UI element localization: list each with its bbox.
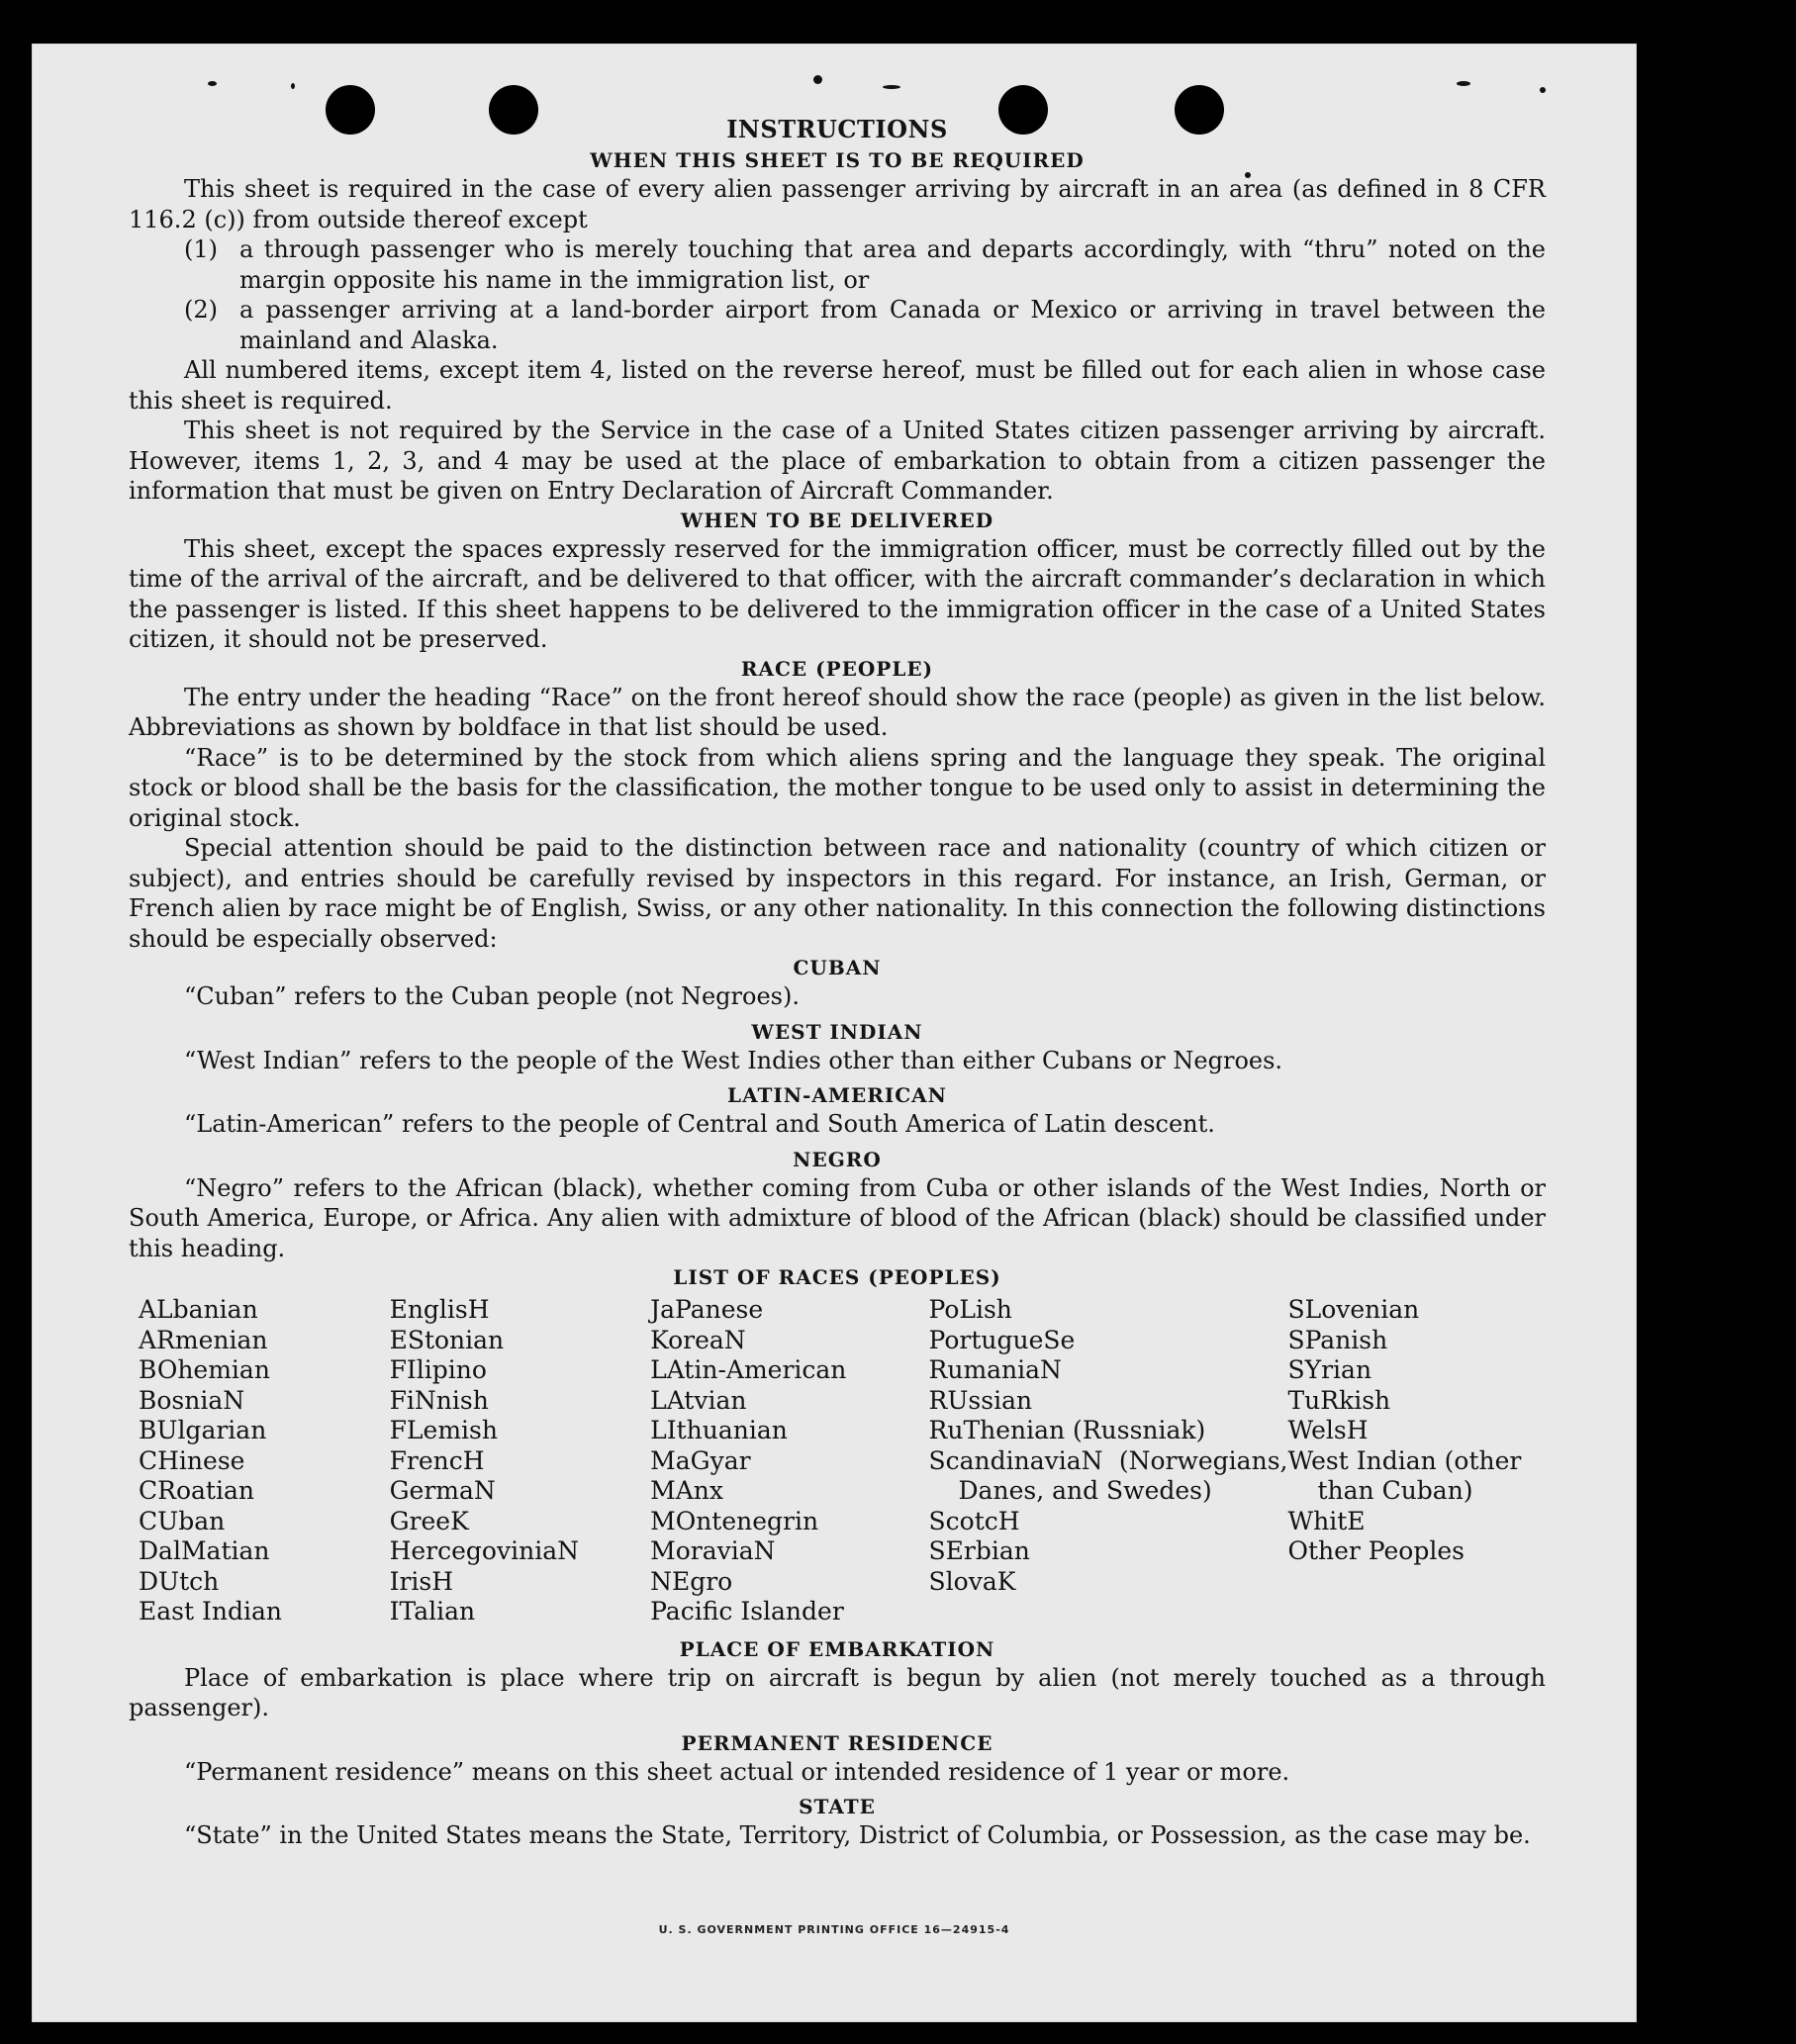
scan-speck [291, 83, 295, 89]
race-entry: West Indian (other than Cuban) [1287, 1445, 1522, 1505]
paragraph: This sheet, except the spaces expressly reserved for the immigration officer, must be correctly filled out by the time of the arrival of the aircraft, and be delivered to that officer, with the aircraft commander’s declaration in which the passenger is listed. If this sheet happens to be delivered to the immigration officer in the case of a United States citizen, it should not be preserved. [129, 534, 1546, 653]
race-entry: RUssian [928, 1385, 1033, 1415]
section-heading-latin-american: LATIN-AMERICAN [727, 1083, 947, 1107]
race-entry: ScotcH [928, 1506, 1020, 1535]
race-entry: SlovaK [928, 1566, 1016, 1596]
race-entry: LAtvian [650, 1385, 747, 1415]
race-entry: CRoatian [139, 1476, 254, 1505]
race-entry: FIlipino [389, 1355, 487, 1384]
paragraph: Special attention should be paid to the distinction between race and nationality (country of which citizen or subject), and entries should be carefully revised by inspectors in this regard. For instance, an Irish, German, or French alien by race might be of English, Swiss, or any other nationality. In this connection the following distinctions should be especially observed: [129, 834, 1546, 953]
race-entry: TuRkish [1287, 1385, 1391, 1415]
race-entry: NEgro [650, 1566, 733, 1596]
race-entry: FiNnish [389, 1385, 489, 1415]
race-entry: RumaniaN [928, 1355, 1062, 1384]
race-entry: East Indian [139, 1597, 282, 1626]
race-entry: IrisH [389, 1566, 454, 1596]
paragraph: Place of embarkation is place where trip on aircraft is begun by alien (not merely touched as a through passenger). [129, 1663, 1546, 1721]
printer-imprint: U. S. GOVERNMENT PRINTING OFFICE 16—24915-4 [658, 1923, 1010, 1936]
race-entry: Other Peoples [1287, 1536, 1465, 1565]
paragraph: “West Indian” refers to the people of the West Indies other than either Cubans or Negroes. [184, 1046, 1283, 1074]
race-entry: BUlgarian [139, 1416, 267, 1444]
race-entry: BOhemian [139, 1355, 270, 1384]
race-entry: DalMatian [139, 1536, 270, 1565]
race-entry: SErbian [928, 1536, 1030, 1565]
races-column [929, 1295, 1288, 1627]
paragraph: “Latin-American” refers to the people of Central and South America of Latin descent. [184, 1110, 1215, 1138]
race-entry: ALbanian [139, 1295, 258, 1324]
race-entry: KoreaN [650, 1325, 746, 1354]
race-entry: FLemish [389, 1416, 498, 1444]
race-entry: PortugueSe [928, 1325, 1076, 1354]
race-entry: DUtch [139, 1566, 220, 1596]
race-entry: HercegoviniaN [389, 1536, 579, 1565]
section-heading-embarkation: PLACE OF EMBARKATION [679, 1636, 995, 1661]
item-number: (1) [184, 235, 218, 263]
section-heading-state: STATE [799, 1795, 876, 1818]
paragraph: “Cuban” refers to the Cuban people (not Negroes). [184, 982, 800, 1010]
race-entry: JaPanese [650, 1295, 764, 1324]
race-entry: EStonian [389, 1325, 505, 1354]
scan-speck [883, 85, 900, 89]
race-entry: MoraviaN [650, 1536, 776, 1565]
list-item [184, 295, 1546, 355]
section-heading-race: RACE (PEOPLE) [740, 656, 934, 681]
scan-speck [208, 81, 217, 86]
race-entry: GermaN [389, 1476, 496, 1505]
section-heading-delivered: WHEN TO BE DELIVERED [680, 508, 994, 532]
race-entry: MOntenegrin [650, 1506, 819, 1535]
race-entry: CHinese [139, 1445, 245, 1475]
race-entry: ScandinaviaN (Norwegians, Danes, and Swedes) [928, 1445, 1288, 1505]
scan-speck [813, 75, 822, 84]
instructions-body [129, 115, 1546, 1851]
race-entry: MAnx [650, 1476, 723, 1505]
race-entry: WelsH [1287, 1416, 1369, 1444]
race-entry: PoLish [928, 1295, 1012, 1324]
race-entry: FrencH [389, 1445, 485, 1475]
section-heading-residence: PERMANENT RESIDENCE [681, 1730, 993, 1755]
race-entry: SPanish [1287, 1325, 1388, 1354]
race-entry: BosniaN [139, 1385, 245, 1415]
item-text: a through passenger who is merely touching that area and departs accordingly, with “thru” noted on the margin opposite his name in the immigration list, or [239, 235, 1546, 294]
scan-speck [1457, 81, 1470, 86]
paragraph: All numbered items, except item 4, listed on the reverse hereof, must be filled out for each alien in whose case this sheet is required. [129, 356, 1546, 415]
item-text: a passenger arriving at a land-border airport from Canada or Mexico or arriving in travel between the mainland and Alaska. [239, 296, 1546, 354]
race-entry: ARmenian [139, 1325, 268, 1354]
section-heading-negro: NEGRO [793, 1147, 882, 1171]
paragraph: “Race” is to be determined by the stock from which aliens spring and the language they speak. The original stock or blood shall be the basis for the classification, the mother tongue to be used only to assist in determining the original stock. [129, 743, 1546, 832]
page-title: INSTRUCTIONS [726, 115, 948, 143]
race-entry: ITalian [389, 1597, 476, 1626]
paragraph: This sheet is not required by the Service in the case of a United States citizen passenger arriving by aircraft. However, items 1, 2, 3, and 4 may be used at the place of embarkation to obtain from a citizen passenger the information that must be given on Entry Declaration of Aircraft Commander. [129, 417, 1546, 505]
race-entry: LIthuanian [650, 1416, 788, 1444]
race-entry: LAtin-American [650, 1355, 847, 1384]
paragraph: “State” in the United States means the State, Territory, District of Columbia, or Possession, as the case may be. [184, 1821, 1531, 1849]
paragraph: “Permanent residence” means on this sheet actual or intended residence of 1 year or more. [184, 1757, 1290, 1786]
race-entry: GreeK [389, 1506, 469, 1535]
races-column [390, 1295, 651, 1627]
document-page [32, 44, 1637, 2022]
races-column [1287, 1295, 1546, 1627]
race-entry: MaGyar [650, 1445, 751, 1475]
paragraph: This sheet is required in the case of every alien passenger arriving by aircraft in an area (as defined in 8 CFR 116.2 (c)) from outside thereof except [129, 175, 1546, 233]
races-column [650, 1295, 928, 1627]
race-entry: Pacific Islander [650, 1597, 844, 1626]
race-entry: RuThenian (Russniak) [928, 1416, 1206, 1444]
race-entry: SLovenian [1287, 1295, 1420, 1324]
list-item [184, 234, 1546, 295]
item-number: (2) [184, 296, 218, 324]
paragraph: The entry under the heading “Race” on the front hereof should show the race (people) as given in the list below. Abbreviations as shown by boldface in that list should be used. [129, 683, 1546, 741]
races-column [139, 1295, 390, 1627]
races-list [139, 1295, 1546, 1627]
section-heading-required: WHEN THIS SHEET IS TO BE REQUIRED [590, 148, 1085, 172]
section-heading-races-list: LIST OF RACES (PEOPLES) [673, 1265, 1001, 1289]
paragraph: “Negro” refers to the African (black), whether coming from Cuba or other islands of the West Indies, North or South America, Europe, or Africa. Any alien with admixture of blood of the African (black) should be classified under this heading. [129, 1173, 1546, 1262]
race-entry: CUban [139, 1506, 226, 1535]
race-entry: SYrian [1287, 1355, 1372, 1384]
race-entry: EnglisH [389, 1295, 490, 1324]
section-heading-west-indian: WEST INDIAN [751, 1019, 923, 1044]
scan-speck [1540, 87, 1546, 93]
race-entry: WhitE [1287, 1506, 1366, 1535]
section-heading-cuban: CUBAN [793, 956, 882, 979]
